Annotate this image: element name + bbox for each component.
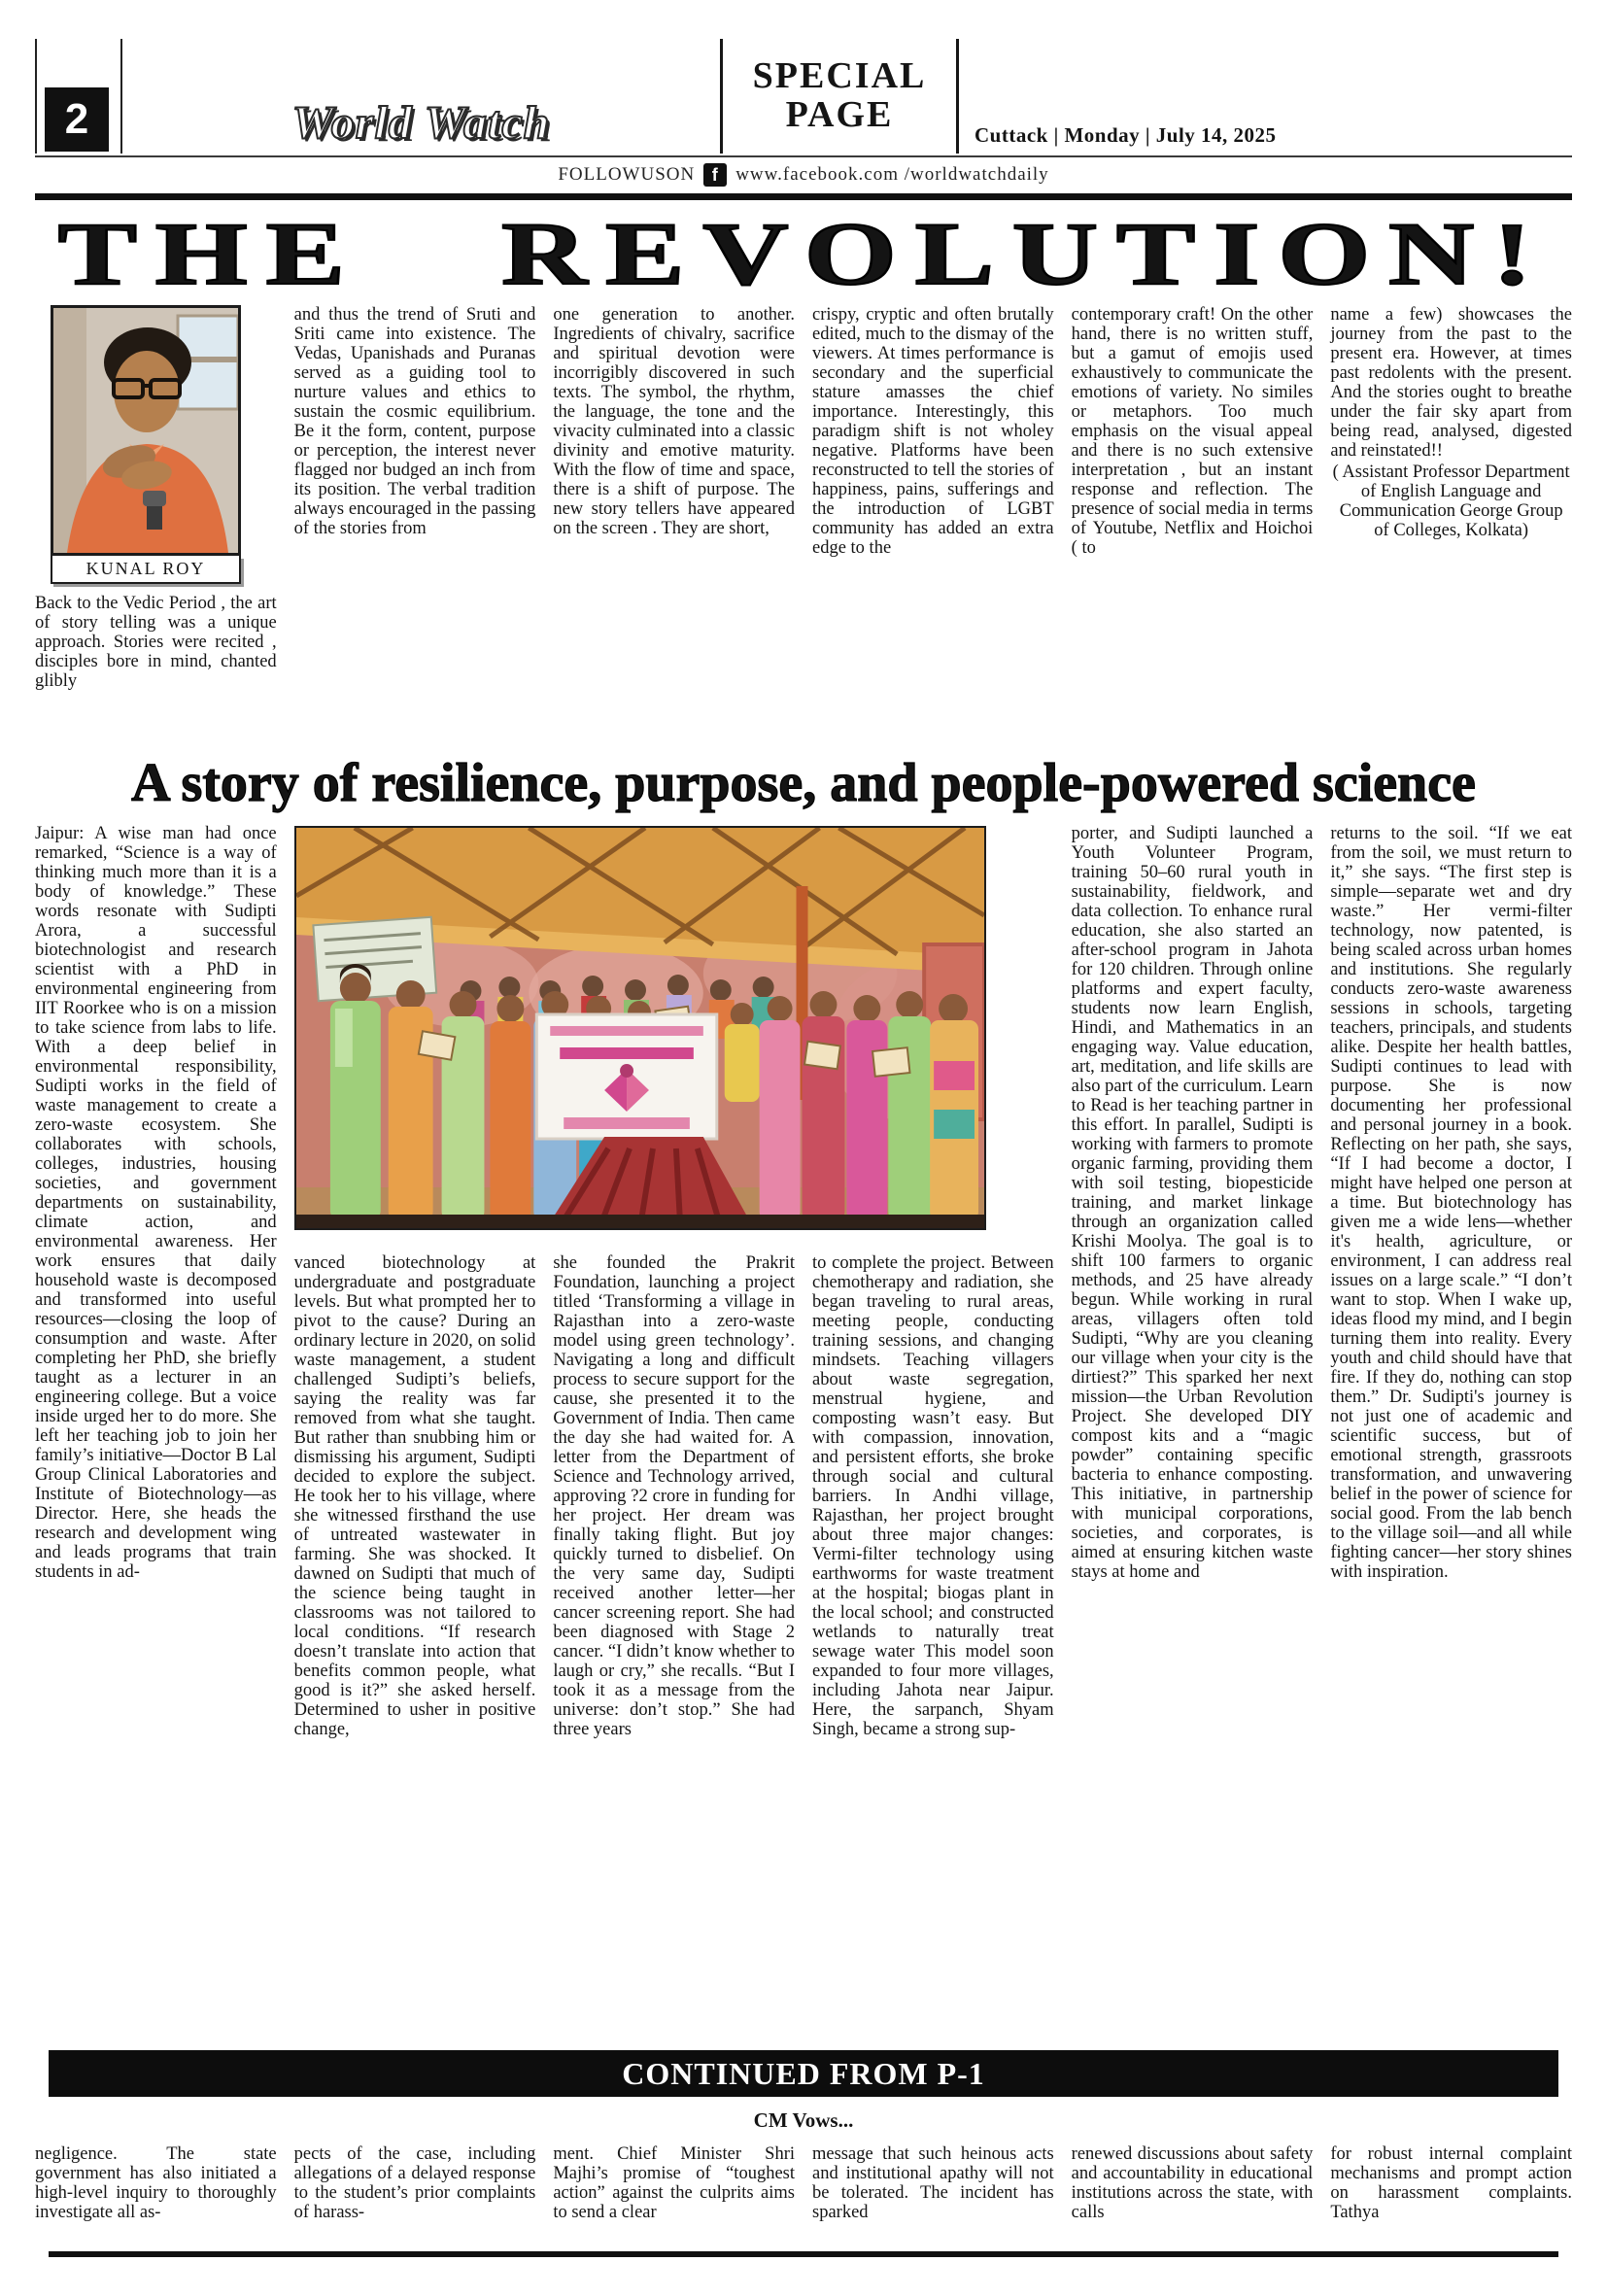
dateline-wrap <box>959 39 1572 154</box>
article2-headline-text: A story of resilience, purpose, and people-powered science <box>131 753 1476 814</box>
article2-column-2: vanced biotechnology at undergraduate and postgraduate levels. But what prompted her to pivot to the cause? During an ordinary lecture in 2020, on solid waste management, a student challenged Sudipti’s beliefs, saying the reality was far removed from what she taught. But rather than snubbing him or dismissing his argument, Sudipti decided to explore the subject. He took her to his village, where she witnessed firsthand the use of untreated wastewater in farming. She was shocked. It dawned on Sudipti that much of the science being taught in classrooms was not tailored to local conditions. “If research doesn’t translate into action that benefits common people, what good is it?” she asked herself. Determined to usher in positive change, <box>293 1253 536 1740</box>
facebook-icon[interactable]: f <box>703 163 727 187</box>
continued-column-3: ment. Chief Minister Shri Majhi’s promise of “toughest action” against the culprits aims to send a clear <box>553 2144 795 2223</box>
article2-column-1: Jaipur: A wise man had once remarked, “Science is a way of thinking much more than it is a body of knowledge.” These words resonate with Sudipti Arora, a successful biotechnologist and research scientist with a PhD in environmental engineering from IIT Roorkee who is on a mission to take science from labs to life. With a deep belief in environmental responsibility, Sudipti works in the field of waste management to create a zero-waste ecosystem. She collaborates with schools, colleges, industries, housing societies, and government departments on sustainability, climate action, and environmental awareness. Her work ensures that daily household waste is decomposed and transformed into useful resources—closing the loop of consumption and waste. After completing her PhD, she briefly taught as a lecturer in an engineering college. But a voice inside urged her to do more. She left her teaching job to join her family’s initiative—Doctor B Lal Group Clinical Laboratories and Institute of Biotechnology—as Director. Here, she heads the research and development wing and leads programs that train students in ad- <box>35 824 277 1583</box>
article1-headline-text: THE REVOLUTION! <box>57 204 1550 303</box>
article1-col6-text: name a few) showcases the journey from the past to the present era. However, at times past redolents with the present. And the stories ought to breathe under the fair sky apart from being read, analysed, digested and reinstated!! <box>1330 305 1572 462</box>
article1-column-1 <box>35 305 277 738</box>
article-revolution <box>35 305 1572 738</box>
article2-headline <box>35 753 1572 814</box>
article2-photo <box>294 826 986 1230</box>
article2-column-5: porter, and Sudipti launched a Youth Volunteer Program, training 50–60 rural youth in sustainability, fieldwork, and data collection. To enhance rural education, she also started an after-school program in Jahota for 120 children. Through online platforms and expert faculty, students now learn English, Hindi, and Mathematics in an engaging way. Value education, art, meditation, and life skills are also part of the curriculum. Learn to Read is her teaching partner in this effort. In parallel, Sudipti is working with farmers to promote organic farming, providing them with soil testing, biopesticide training, and market linkage through an organization called Krishi Moolya. The goal is to shift 100 farmers to organic methods, and 25 have already begun. While working in rural areas, villagers often told Sudipti, “Why are you cleaning our village when your city is the dirtiest?” This sparked her next mission—the Urban Revolution Project. She developed DIY compost kits and a “magic powder” containing specific bacteria to enhance composting. This initiative, in partnership with municipal corporations, societies, and corporates, is aimed at ensuring kitchen waste stays at home and <box>1071 824 1314 1583</box>
masthead-row <box>35 39 1572 154</box>
facebook-url[interactable]: www.facebook.com /worldwatchdaily <box>735 164 1049 185</box>
masthead-logo: World Watch <box>291 97 551 149</box>
article1-column-3: one generation to another. Ingredients of chivalry, sacrifice and spiritual devotion were incorrigibly discovered in such texts. The symbol, the rhythm, the language, the tone and the vivacity culminated into a classic divinity and emotive maturity. With the flow of time and space, there is a shift of purpose. The new story tellers have appeared on the screen . They are short, <box>553 305 795 539</box>
article2-column-3: she founded the Prakrit Foundation, launching a project titled ‘Transforming a village in Rajasthan into a zero-waste model using green technology’. Navigating a long and difficult process to secure support for the cause, she presented it to the Government of India. Then came the day she had waited for. A letter from the Department of Science and Technology arrived, approving ?2 crore in funding for her project. Her dream was finally taking flight. But joy quickly turned to disbelief. On the very same day, Sudipti received another letter—her cancer screening report. She had been diagnosed with Stage 2 cancer. “I didn’t know whether to laugh or cry,” she recalls. “But I took it as a message from the universe: don’t stop.” She had three years <box>553 1253 795 1740</box>
continued-column-4: message that such heinous acts and institutional apathy will not be tolerated. The incident has sparked <box>812 2144 1054 2223</box>
page-header <box>35 39 1572 200</box>
continued-column-5: renewed discussions about safety and accountability in educational institutions across the state, with calls <box>1071 2144 1314 2223</box>
continued-from-label: CONTINUED FROM P-1 <box>622 2056 985 2092</box>
masthead-logo-wrap <box>122 39 720 154</box>
section-title: SPECIAL PAGE <box>720 39 959 154</box>
article1-col1-text: Back to the Vedic Period , the art of story telling was a unique approach. Stories were recited , disciples bore in mind, chanted glibly <box>35 594 277 692</box>
article-resilience <box>35 824 1572 2037</box>
author-photo <box>51 305 241 556</box>
continued-column-2: pects of the case, including allegations of a delayed response to the student’s prior complaints of harass- <box>293 2144 536 2223</box>
article1-column-6 <box>1330 305 1572 738</box>
author-photo-figure <box>51 305 241 584</box>
page-number: 2 <box>45 87 109 152</box>
author-photo-caption: KUNAL ROY <box>51 556 241 584</box>
article1-column-2: and thus the trend of Sruti and Sriti came into existence. The Vedas, Upanishads and Puranas served as a guiding tool to nurture values and ethics to sustain the cosmic equilibrium. Be it the form, content, purpose or perception, the interest never flagged nor budged an inch from its position. The verbal tradition always encouraged in the passing of the stories from <box>293 305 536 539</box>
follow-us-row <box>35 155 1572 193</box>
bottom-rule <box>49 2251 1558 2257</box>
cm-vows-article <box>35 2144 1572 2234</box>
continued-column-6: for robust internal complaint mechanisms and prompt action on harassment complaints. Tathya <box>1330 2144 1572 2223</box>
page-number-box <box>35 39 122 154</box>
cm-vows-subhead: CM Vows... <box>753 2108 854 2133</box>
dateline: Cuttack | Monday | July 14, 2025 <box>974 123 1277 147</box>
article1-column-5: contemporary craft! On the other hand, there is no written stuff, but a gamut of emojis used exhaustively to communicate the emotions of variety. No similes or metaphors. Too much emphasis on the visual appeal and there is no such extensive interpretation , but an instant response and reflection. The presence of social media in terms of Youtube, Netflix and Hoichoi ( to <box>1071 305 1314 559</box>
follow-us-label: FOLLOWUSON <box>558 164 696 185</box>
article1-headline <box>35 204 1572 303</box>
article1-author-credit: ( Assistant Professor Department of English Language and Communication George Group of Colleges, Kolkata) <box>1332 463 1570 541</box>
header-rule <box>35 193 1572 200</box>
continued-from-bar <box>49 2050 1558 2097</box>
continued-column-1: negligence. The state government has also initiated a high-level inquiry to thoroughly investigate all as- <box>35 2144 277 2223</box>
author-portrait-graphic <box>53 308 238 553</box>
article2-column-6: returns to the soil. “If we eat from the soil, we must return to it,” she says. “The first step is simple—separate wet and dry waste.” Her vermi-filter technology, now patented, is being scaled across urban homes and institutions. She regularly conducts zero-waste awareness sessions in schools, targeting teachers, principals, and students alike. Despite her health battles, Sudipti continues to lead with purpose. She is now documenting her professional and personal journey in a book. Reflecting on her path, she says, “If I had become a doctor, I might have helped one person at a time. But biotechnology has given me a wide lens—whether it's health, agriculture, or environment, I can address real issues on a large scale.” “I don’t want to stop. When I wake up, ideas flood my mind, and I begin turning them into reality. Every youth and child should have that fire. If they do, nothing can stop them.” Dr. Sudipti's journey is not just one of academic and scientific success, but of emotional strength, grassroots transformation, and unwavering belief in the power of science for social good. From the lab bench to the village soil—and all while fighting cancer—her story shines with inspiration. <box>1330 824 1572 1583</box>
article2-column-4: to complete the project. Between chemotherapy and radiation, she began traveling to rural areas, meeting people, conducting training sessions, and changing mindsets. Teaching villagers about waste segregation, menstrual hygiene, and composting wasn’t easy. But with compassion, innovation, and persistent efforts, she broke through social and cultural barriers. In Andhi village, Rajasthan, her project brought about three major changes: Vermi-filter technology using earthworms for waste treatment at the hospital; biogas plant in the local school; and constructed wetlands to naturally treat sewage water This model soon expanded to four more villages, including Jahota near Jaipur. Here, the sarpanch, Shyam Singh, became a strong sup- <box>812 1253 1054 1740</box>
group-photo-graphic <box>296 828 984 1228</box>
article1-column-4: crispy, cryptic and often brutally edited, much to the dismay of the viewers. At times performance is secondary and the superficial stature amasses the chief importance. Interestingly, this paradigm shift is not wholey negative. Platforms have been reconstructed to tell the stories of happiness, pains, sufferings and the introduction of LGBT community has added an extra edge to the <box>812 305 1054 559</box>
